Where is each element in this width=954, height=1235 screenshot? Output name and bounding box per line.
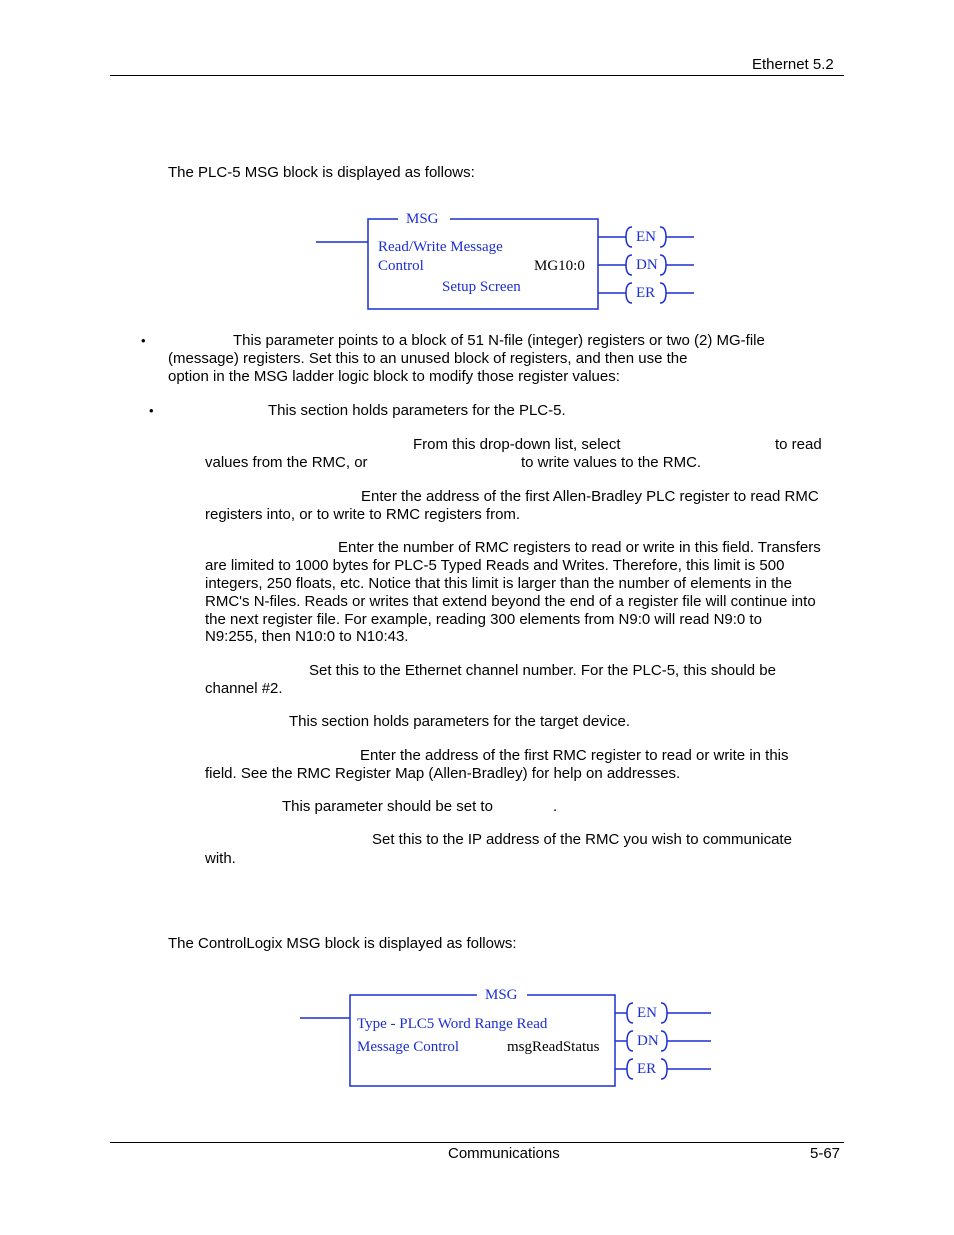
local-bridge-text-b: . <box>553 798 558 815</box>
control-para-line3: option in the MSG ladder logic block to modify those register values: <box>168 368 620 385</box>
local-bridge-text-a: This parameter should be set to <box>282 798 493 815</box>
size-elements-line4: RMC's N-files. Reads or writes that extend beyond the end of a register file will continue into <box>205 593 816 610</box>
plc5-en-label: EN <box>636 229 656 245</box>
clx-msg-block <box>295 983 715 1093</box>
size-elements-line3: integers, 250 floats, etc. Notice that this limit is larger than the number of elements in the <box>205 575 792 592</box>
data-table-addr-line2: registers into, or to write to RMC registers from. <box>205 506 521 523</box>
plc5-control-value: MG10:0 <box>534 258 585 274</box>
plc5-intro: The PLC-5 MSG block is displayed as follows: <box>168 164 475 181</box>
clx-en-label: EN <box>637 1005 657 1021</box>
clx-intro: The ControlLogix MSG block is displayed as follows: <box>168 935 517 952</box>
this-plc-text: This section holds parameters for the PLC-5. <box>268 402 566 419</box>
footer-page-number: 5-67 <box>810 1145 841 1162</box>
clx-output-en <box>615 1003 711 1023</box>
plc5-setup-screen: Setup Screen <box>442 279 521 295</box>
header-rule <box>110 75 844 76</box>
plc5-er-label: ER <box>636 285 656 301</box>
cmd-text-a: From this drop-down list, select <box>413 436 621 453</box>
clx-dn-label: DN <box>637 1033 659 1049</box>
plc5-msg-title: MSG <box>406 211 439 227</box>
clx-line1: Type - PLC5 Word Range Read <box>357 1016 548 1032</box>
control-para-line2: (message) registers. Set this to an unused block of registers, and then use the <box>168 350 688 367</box>
plc5-output-dn <box>598 255 694 275</box>
ip-address-line2: with. <box>205 850 236 867</box>
clx-line2: Message Control <box>357 1039 460 1055</box>
bullet-control: • <box>141 333 146 348</box>
plc5-line1: Read/Write Message <box>378 239 503 255</box>
port-number-line1: Set this to the Ethernet channel number. For the PLC-5, this should be <box>309 662 776 679</box>
clx-er-label: ER <box>637 1061 657 1077</box>
plc5-dn-label: DN <box>636 257 658 273</box>
target-addr-line2: field. See the RMC Register Map (Allen-Bradley) for help on addresses. <box>205 765 681 782</box>
clx-control-value: msgReadStatus <box>507 1039 600 1055</box>
plc5-msg-block <box>310 205 700 315</box>
cmd-text-d: to write values to the RMC. <box>521 454 702 471</box>
size-elements-line1: Enter the number of RMC registers to read or write in this field. Transfers <box>338 539 821 556</box>
data-table-addr-line1: Enter the address of the first Allen-Bradley PLC register to read RMC <box>361 488 819 505</box>
clx-output-dn <box>615 1031 711 1051</box>
plc5-output-er <box>598 283 694 303</box>
plc5-output-en <box>598 227 694 247</box>
header-section: Ethernet 5.2 <box>752 56 834 73</box>
clx-msg-title: MSG <box>485 987 518 1003</box>
control-para-line1: This parameter points to a block of 51 N-file (integer) registers or two (2) MG-file <box>233 332 765 349</box>
size-elements-line6: N9:255, then N10:0 to N10:43. <box>205 628 409 645</box>
footer-rule <box>110 1142 844 1143</box>
footer-chapter: Communications <box>448 1145 560 1162</box>
target-device-text: This section holds parameters for the target device. <box>289 713 631 730</box>
plc5-line2: Control <box>378 258 424 274</box>
port-number-line2: channel #2. <box>205 680 283 697</box>
clx-output-er <box>615 1059 711 1079</box>
ip-address-line1: Set this to the IP address of the RMC you wish to communicate <box>372 831 792 848</box>
size-elements-line5: the next register file. For example, reading 300 elements from N9:0 will read N9:0 to <box>205 611 762 628</box>
cmd-text-b: to read <box>775 436 822 453</box>
size-elements-line2: are limited to 1000 bytes for PLC-5 Typed Reads and Writes. Therefore, this limit is 500 <box>205 557 785 574</box>
bullet-this-plc: • <box>149 403 154 418</box>
target-addr-line1: Enter the address of the first RMC register to read or write in this <box>360 747 789 764</box>
cmd-text-c: values from the RMC, or <box>205 454 368 471</box>
